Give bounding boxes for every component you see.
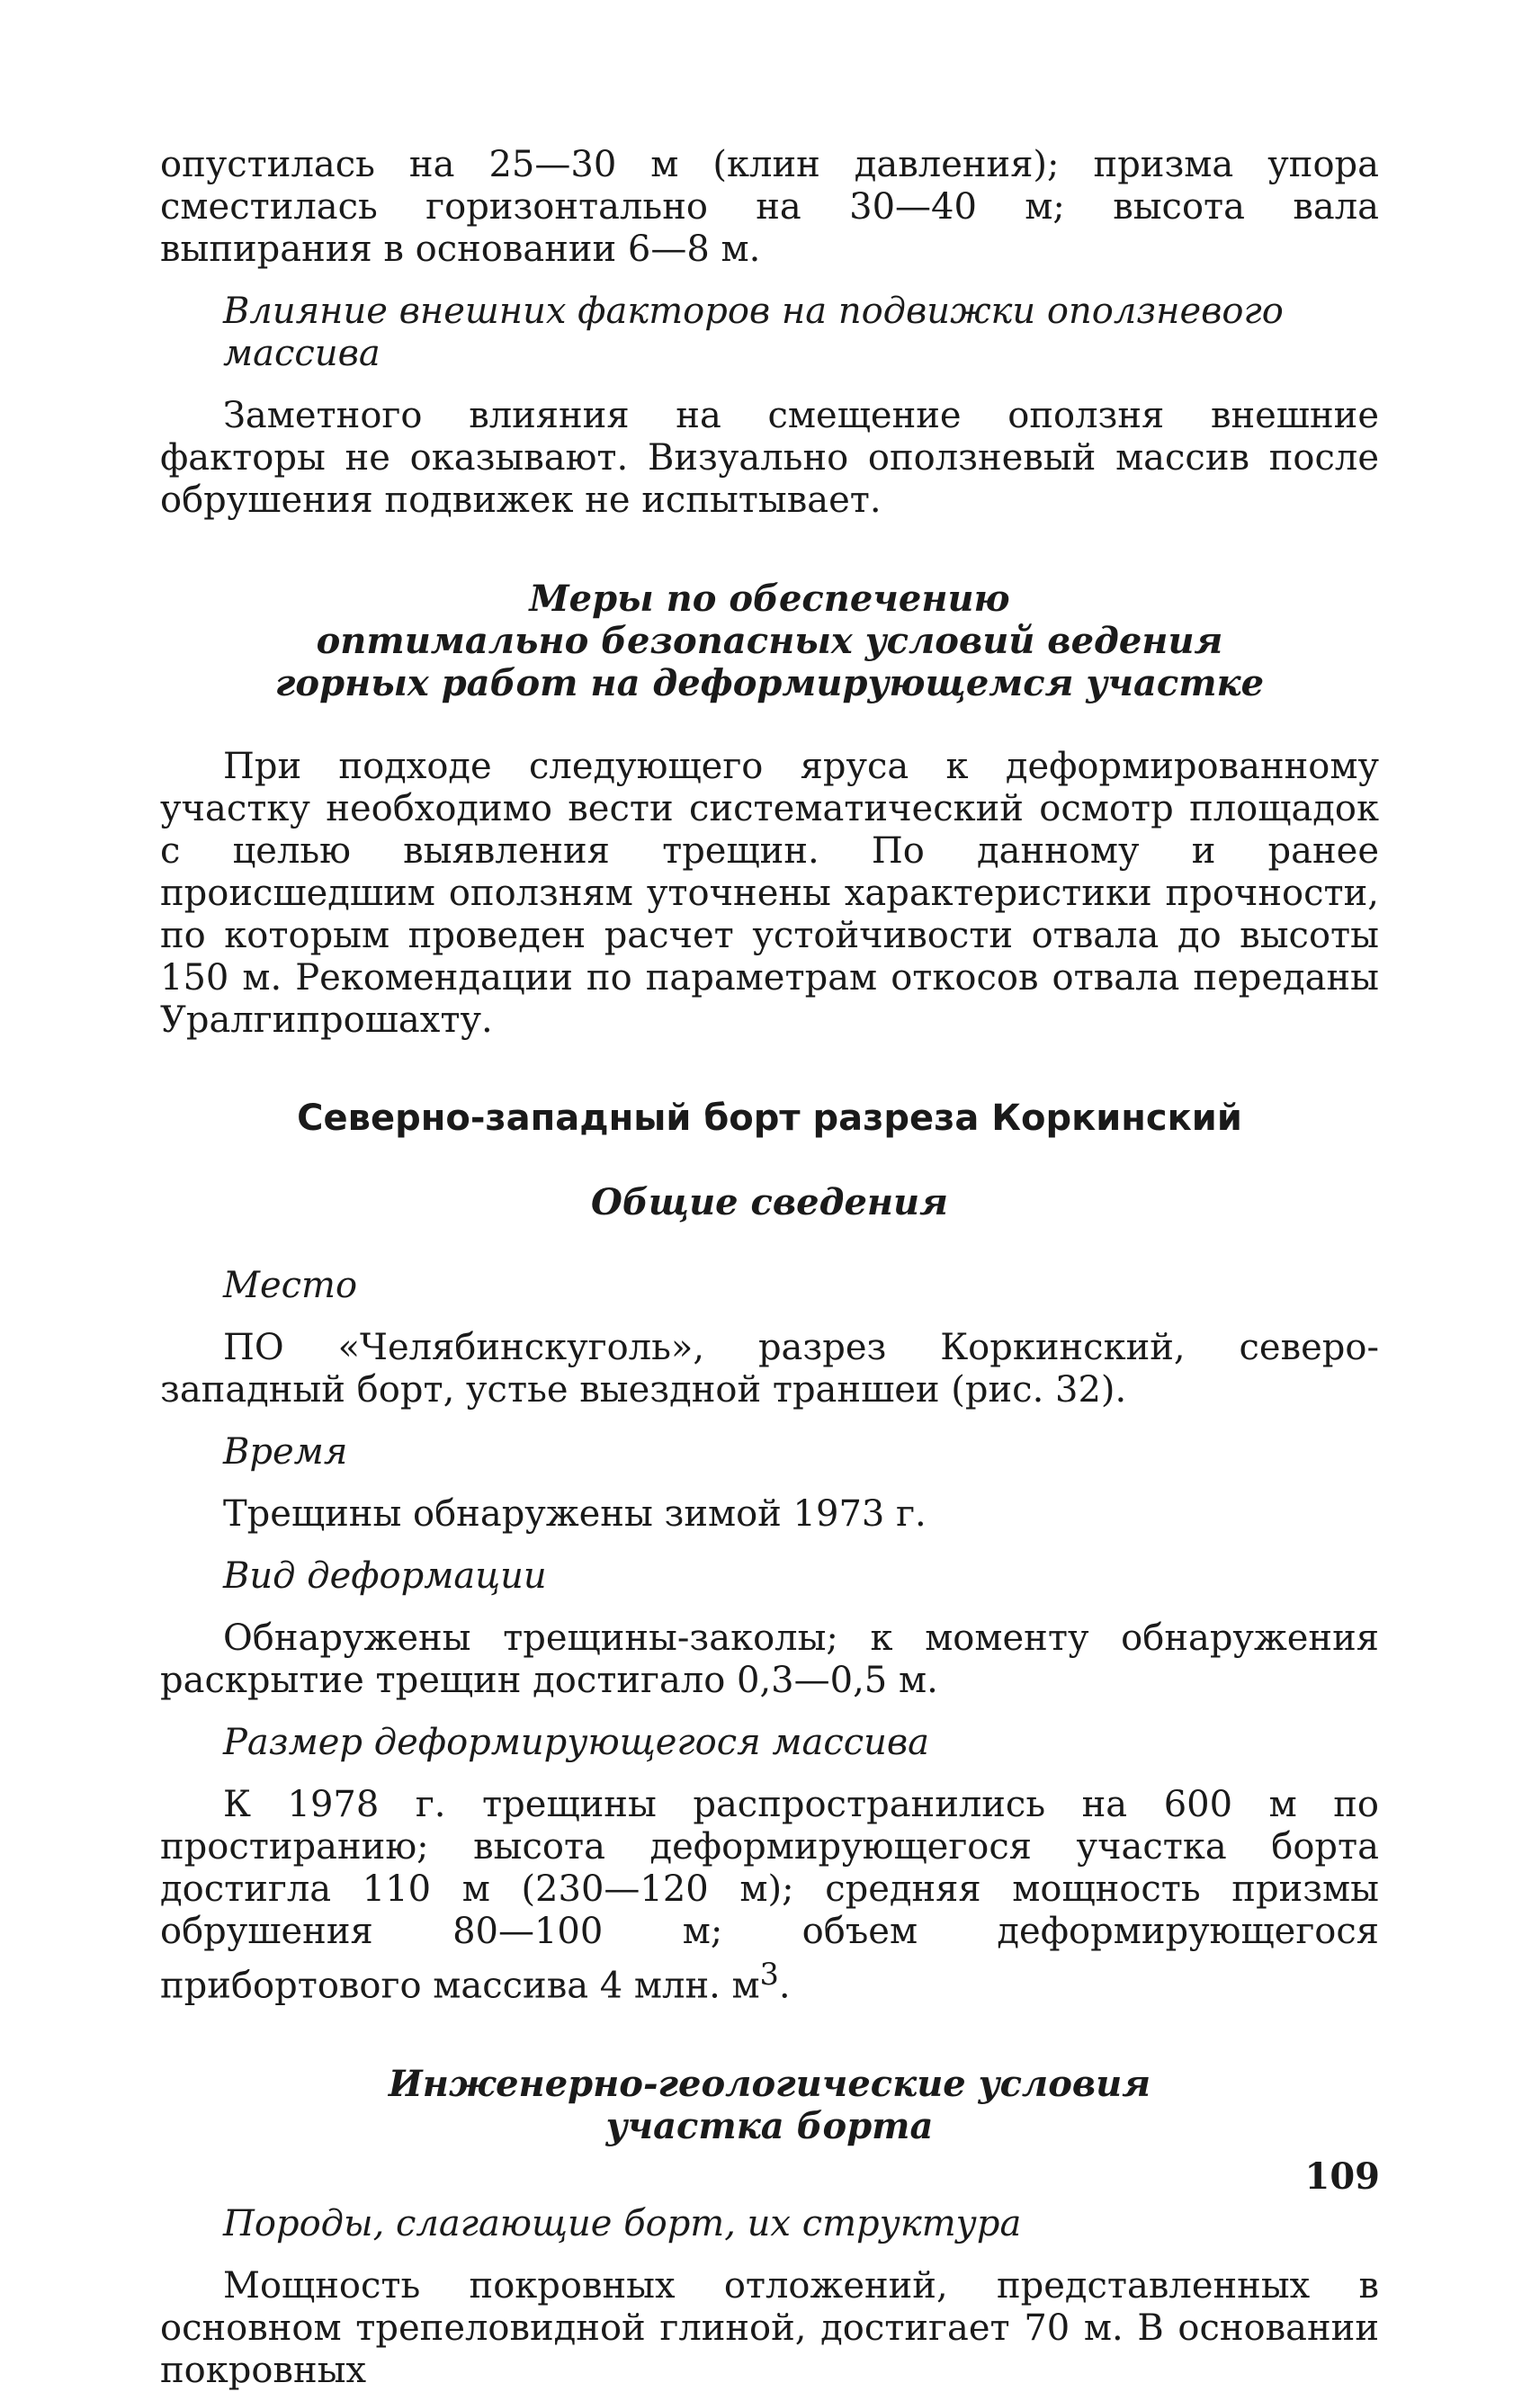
page-number: 109: [1304, 2155, 1380, 2198]
heading-line: Меры по обеспечению: [529, 578, 1010, 620]
cubic-superscript: 3: [759, 1957, 779, 1992]
section-heading-engineering-geology: [160, 2063, 1379, 2147]
heading-line: участка борта: [605, 2105, 934, 2148]
paragraph-time: Трещины обнаружены зимой 1973 г.: [223, 1493, 927, 1535]
paragraph-continuation: опустилась на 25—30 м (клин давления); призма упора сместилась горизонтально на 30—40 м; высота вала выпирания в основании 6—8 м.: [160, 144, 1379, 270]
page-body: [160, 144, 1379, 2392]
subheading-deformation-kind: Вид деформации: [223, 1555, 547, 1597]
paragraph-place: ПО «Челябинскуголь», разрез Коркинский, северо-западный борт, устье выездной траншеи (рис. 32).: [160, 1327, 1379, 1411]
paragraph-external-factors: Заметного влияния на смещение оползня внешние факторы не оказывают. Визуально оползневый массив после обрушения подвижек не испытывает.: [160, 395, 1379, 521]
massif-size-text: К 1978 г. трещины распространились на 600 м по простиранию; высота деформирующегося участка борта достигла 110 м (230—120 м); средняя мощность призмы обрушения 80—100 м; объем деформирующегося прибортового массива 4 млн. м: [160, 1784, 1379, 2007]
section-heading-safety-measures: [160, 578, 1379, 704]
paragraph-safety-measures: При подходе следующего яруса к деформированному участку необходимо вести систематический осмотр площадок с целью выявления трещин. По данному и ранее происшедшим оползням уточнены характеристики прочности, по которым проведен расчет устойчивости отвала до высоты 150 м. Рекомендации по параметрам откосов отвала переданы Уралгипрошахту.: [160, 746, 1379, 1041]
subheading-place: Место: [223, 1265, 358, 1306]
section-heading-korkinsky: Северно-западный борт разреза Коркинский: [297, 1097, 1242, 1139]
paragraph-deformation-kind: Обнаружены трещины-заколы; к моменту обнаружения раскрытие трещин достигало 0,3—0,5 м.: [160, 1617, 1379, 1701]
section-heading-general-info: Общие сведения: [591, 1181, 948, 1223]
heading-line: горных работ на деформирующемся участке: [274, 662, 1265, 704]
subheading-rocks: Породы, слагающие борт, их структура: [223, 2203, 1022, 2245]
subheading-external-factors: Влияние внешних факторов на подвижки оползневого массива: [223, 291, 1284, 374]
heading-line: Инженерно-геологические условия: [388, 2063, 1151, 2106]
massif-size-end: .: [778, 1965, 791, 2007]
subheading-massif-size: Размер деформирующегося массива: [223, 1722, 930, 1763]
subheading-time: Время: [223, 1431, 348, 1473]
paragraph-massif-size: [160, 1784, 1379, 2007]
paragraph-rocks: Мощность покровных отложений, представленных в основном трепеловидной глиной, достигает 70 м. В основании покровных: [160, 2265, 1379, 2392]
heading-line: оптимально безопасных условий ведения: [316, 620, 1223, 662]
